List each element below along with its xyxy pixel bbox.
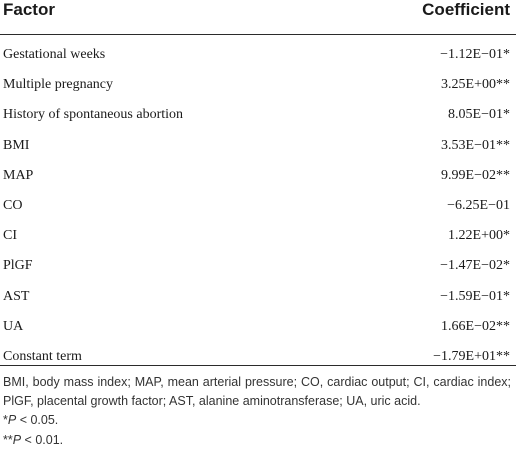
- table-row: [0, 38, 516, 68]
- table-row: [0, 310, 516, 340]
- table-row: [0, 189, 516, 219]
- note-p-symbol: P: [7, 413, 17, 428]
- cell-coefficient: −6.25E−01: [447, 197, 510, 213]
- table-header: [0, 0, 516, 35]
- table-row: [0, 280, 516, 310]
- cell-coefficient: −1.12E−01*: [440, 47, 510, 62]
- cell-factor: CI: [3, 228, 17, 244]
- cell-factor: History of spontaneous abortion: [3, 107, 184, 123]
- cell-factor: CO: [3, 197, 23, 213]
- cell-coefficient: 1.66E−02**: [441, 318, 510, 334]
- cell-coefficient: 1.22E+00*: [448, 228, 510, 244]
- table-row: [0, 98, 516, 128]
- cell-factor: UA: [3, 318, 24, 334]
- cell-coefficient: 3.53E−01**: [441, 137, 510, 153]
- cell-coefficient: −1.59E−01*: [440, 288, 510, 304]
- table-row: [0, 129, 516, 159]
- cell-coefficient: 9.99E−02**: [441, 167, 510, 183]
- cell-coefficient: −1.79E+01**: [433, 348, 510, 364]
- abbreviations-note: BMI, body mass index; MAP, mean arterial pressure; CO, cardiac output; CI, cardiac index; PlGF, placental growth factor; AST, alanine aminotransferase; UA, uric acid.: [3, 375, 511, 409]
- table-row: [0, 159, 516, 189]
- note-threshold: < 0.05.: [16, 413, 59, 428]
- table-row: [0, 68, 516, 98]
- cell-coefficient: −1.47E−02*: [440, 258, 510, 274]
- significance-note-001: [3, 431, 511, 450]
- cell-factor: BMI: [3, 137, 30, 153]
- table-bottom-rule: [0, 365, 516, 366]
- table-footnotes: [3, 373, 511, 450]
- table-row: [0, 219, 516, 249]
- note-prefix: **: [3, 432, 13, 447]
- significance-note-005: [3, 411, 511, 430]
- cell-factor: Gestational weeks: [3, 47, 106, 62]
- cell-factor: Multiple pregnancy: [3, 77, 114, 93]
- header-factor: Factor: [3, 0, 55, 19]
- cell-factor: Constant term: [3, 348, 82, 364]
- cell-factor: MAP: [3, 167, 34, 183]
- cell-coefficient: 8.05E−01*: [448, 107, 510, 123]
- note-threshold: < 0.01.: [21, 432, 64, 447]
- note-prefix: *: [3, 413, 8, 428]
- cell-factor: AST: [3, 288, 30, 304]
- cell-coefficient: 3.25E+00**: [441, 77, 510, 93]
- table-row: [0, 249, 516, 279]
- note-p-symbol: P: [12, 432, 22, 447]
- cell-factor: PlGF: [3, 258, 33, 274]
- header-coefficient: Coefficient: [422, 0, 510, 19]
- table-body: [0, 35, 516, 370]
